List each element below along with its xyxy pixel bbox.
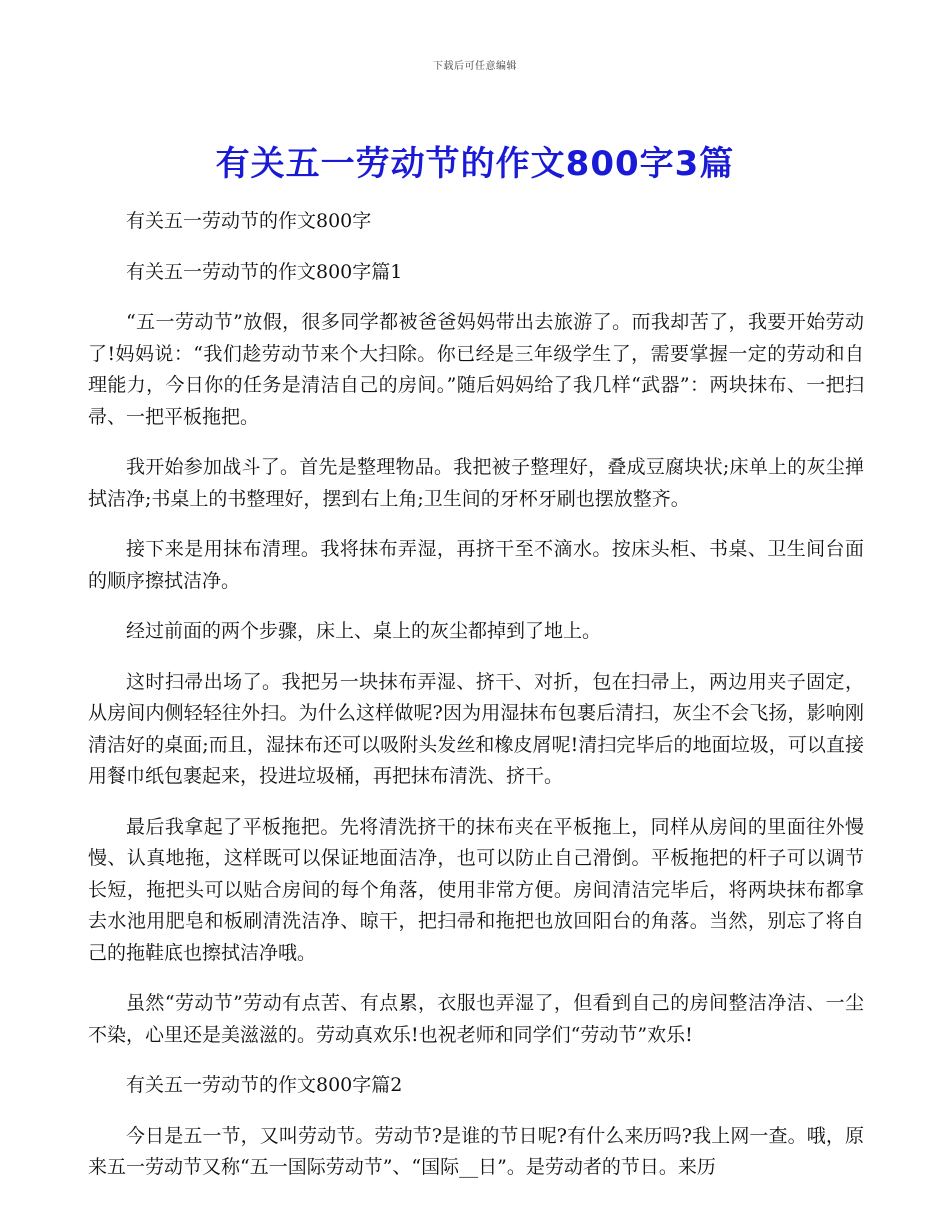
section-heading: 有关五一劳动节的作文800字 xyxy=(126,210,372,232)
section-heading: 有关五一劳动节的作文800字篇1 xyxy=(126,260,403,283)
body-paragraph: 经过前面的两个步骤，床上、桌上的灰尘都掉到了地上。 xyxy=(126,620,602,642)
body-paragraph: 虽然“劳动节”劳动有点苦、有点累，衣服也弄湿了，但看到自己的房间整洁净洁、一尘不染，心里还是美滋滋的。劳动真欢乐!也祝老师和同学们“劳动节”欢乐! xyxy=(88,992,864,1046)
body-paragraph: 我开始参加战斗了。首先是整理物品。我把被子整理好，叠成豆腐块状;床单上的灰尘掸拭洁净;书桌上的书整理好，摆到右上角;卫生间的牙杯牙刷也摆放整齐。 xyxy=(88,456,864,510)
document-title: 有关五一劳动节的作文800字3篇 xyxy=(215,144,735,184)
body-paragraph: 最后我拿起了平板拖把。先将清洗挤干的抹布夹在平板拖上，同样从房间的里面往外慢慢、认真地拖，这样既可以保证地面洁净，也可以防止自己滑倒。平板拖把的杆子可以调节长短，拖把头可以贴合房间的每个角落，使用非常方便。房间清洁完毕后，将两块抹布都拿去水池用肥皂和板刷清洗洁净、晾干，把扫帚和拖把也放回阳台的角落。当然，别忘了将自己的拖鞋底也擦拭洁净哦。 xyxy=(88,815,864,964)
body-paragraph: “五一劳动节”放假，很多同学都被爸爸妈妈带出去旅游了。而我却苦了，我要开始劳动了!妈妈说：“我们趁劳动节来个大扫除。你已经是三年级学生了，需要掌握一定的劳动和自理能力，今日你的任务是清洁自己的房间。”随后妈妈给了我几样“武器”：两块抹布、一把扫帚、一把平板拖把。 xyxy=(88,311,864,428)
body-paragraph: 这时扫帚出场了。我把另一块抹布弄湿、挤干、对折，包在扫帚上，两边用夹子固定，从房间内侧轻轻往外扫。为什么这样做呢?因为用湿抹布包裹后清扫，灰尘不会飞扬，影响刚清洁好的桌面;而且，湿抹布还可以吸附头发丝和橡皮屑呢!清扫完毕后的地面垃圾，可以直接用餐巾纸包裹起来，投进垃圾桶，再把抹布清洗、挤干。 xyxy=(88,670,864,787)
body-paragraph: 接下来是用抹布清理。我将抹布弄湿，再挤干至不滴水。按床头柜、书桌、卫生间台面的顺序擦拭洁净。 xyxy=(88,538,864,592)
section-heading: 有关五一劳动节的作文800字篇2 xyxy=(126,1074,403,1096)
header-note: 下载后可任意编辑 xyxy=(433,61,517,72)
document-body xyxy=(88,206,864,1203)
body-paragraph: 今日是五一节，又叫劳动节。劳动节?是谁的节日呢?有什么来历吗?我上网一查。哦，原来五一劳动节又称“五一国际劳动节”、“国际__日”。是劳动者的节日。来历 xyxy=(88,1124,864,1178)
